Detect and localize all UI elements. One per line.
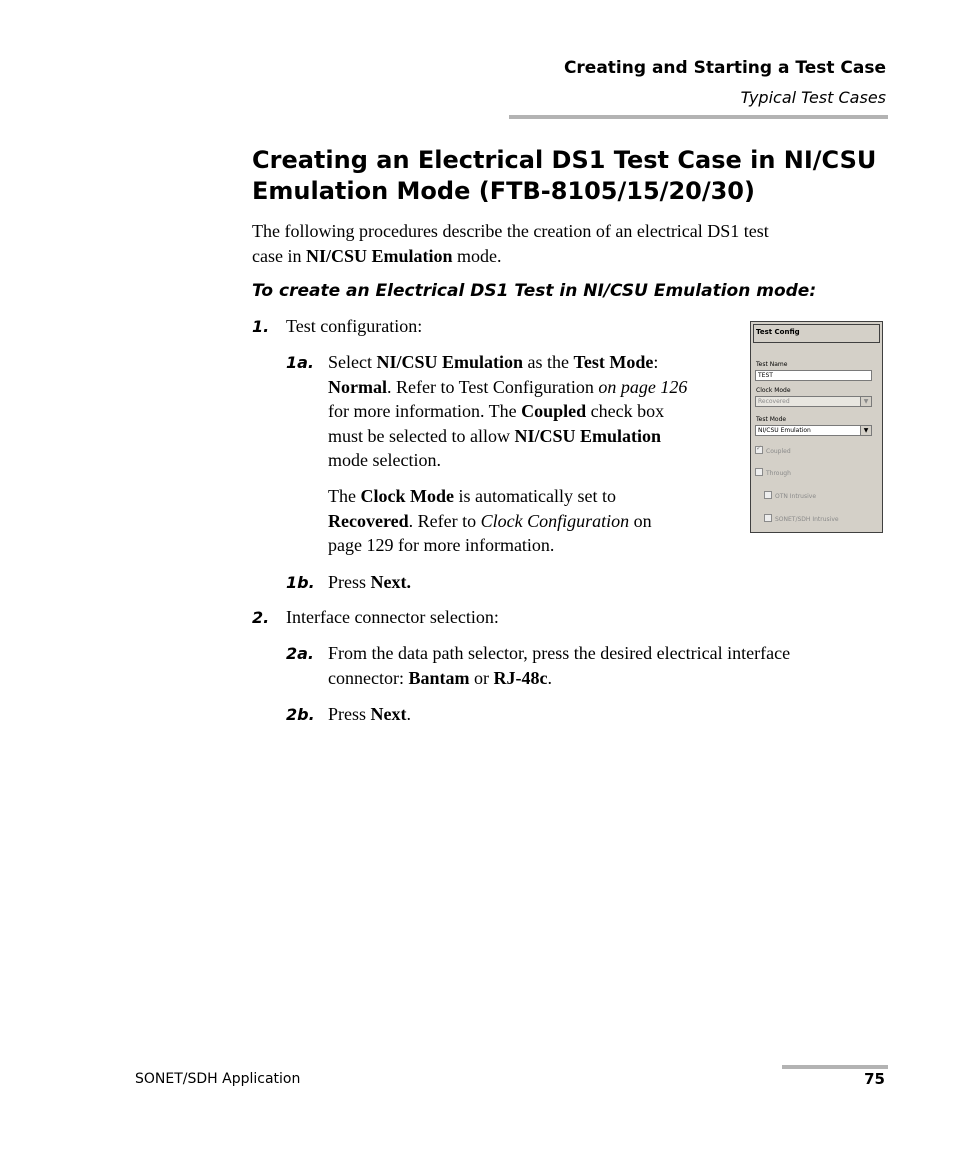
checkbox-icon	[764, 514, 772, 522]
coupled-checkbox[interactable]: ✓Coupled	[755, 446, 791, 455]
step-2a-text	[328, 641, 888, 690]
step-1a-line2: Normal. Refer to Test Configuration on page 126	[328, 376, 688, 397]
step-2b-text: Press Next.	[328, 704, 411, 724]
step-2a-line1: From the data path selector, press the desired electrical interface	[328, 643, 791, 663]
step-1a-line5: mode selection.	[328, 450, 441, 470]
step-1a-p2-line3: page 129 for more information.	[328, 535, 555, 555]
procedure-title: To create an Electrical DS1 Test in NI/CSU Emulation mode:	[252, 281, 817, 301]
intro-line1: The following procedures describe the creation of an electrical DS1 test	[252, 221, 769, 241]
section-title	[252, 145, 882, 207]
step-1a-p2-line2: Recovered. Refer to Clock Configuration on	[328, 510, 652, 531]
step-1b-number: 1b.	[286, 573, 315, 592]
step-1a-line3: for more information. The Coupled check box	[328, 401, 665, 421]
checkbox-checked-icon	[755, 446, 763, 454]
panel-title: Test Config	[756, 328, 800, 336]
step-1a-line4: must be selected to allow NI/CSU Emulation	[328, 425, 661, 446]
step-1-number: 1.	[252, 317, 270, 336]
through-checkbox[interactable]: Through	[755, 468, 791, 477]
intro-line2: case in NI/CSU Emulation mode.	[252, 245, 502, 266]
panel-title-bar	[753, 324, 880, 343]
header-rule	[509, 115, 888, 119]
step-2a-line2: connector: Bantam or RJ-48c.	[328, 667, 552, 688]
step-1a-p2-line1: The Clock Mode is automatically set to	[328, 486, 616, 506]
step-1b-text: Press Next.	[328, 572, 411, 592]
sonet-sdh-intrusive-checkbox[interactable]: SONET/SDH Intrusive	[764, 514, 839, 523]
section-title-line1: Creating an Electrical DS1 Test Case in NI/CSU	[252, 146, 877, 174]
step-1a-paragraph2	[328, 484, 738, 558]
step-1a-number: 1a.	[286, 353, 315, 372]
test-mode-label: Test Mode	[756, 416, 787, 423]
test-name-input[interactable]: TEST	[755, 370, 872, 381]
step-2a-number: 2a.	[286, 644, 315, 663]
clock-mode-select[interactable]	[755, 396, 872, 407]
step-2-text: Interface connector selection:	[286, 607, 499, 627]
clock-mode-label: Clock Mode	[756, 387, 791, 394]
step-1a-paragraph1	[328, 350, 738, 473]
page-number: 75	[864, 1070, 885, 1088]
running-header-title: Creating and Starting a Test Case	[563, 58, 886, 78]
test-mode-value: NI/CSU Emulation	[758, 427, 811, 434]
chevron-down-icon: ▼	[860, 426, 871, 435]
step-1-text: Test configuration:	[286, 316, 423, 336]
running-header-subtitle: Typical Test Cases	[740, 88, 886, 107]
checkbox-icon	[764, 491, 772, 499]
section-title-line2: Emulation Mode (FTB-8105/15/20/30)	[252, 177, 755, 205]
otn-intrusive-checkbox[interactable]: OTN Intrusive	[764, 491, 816, 500]
test-config-panel-screenshot	[750, 321, 883, 533]
intro-paragraph	[252, 219, 882, 268]
step-1a-line1: Select NI/CSU Emulation as the Test Mode:	[328, 352, 659, 372]
test-mode-select[interactable]	[755, 425, 872, 436]
footer-rule	[782, 1065, 888, 1069]
test-name-label: Test Name	[756, 361, 788, 368]
footer-manual-name: SONET/SDH Application	[135, 1071, 301, 1087]
step-2-number: 2.	[252, 608, 270, 627]
clock-mode-value: Recovered	[758, 398, 790, 405]
chevron-down-icon: ▼	[860, 397, 871, 406]
step-2b-number: 2b.	[286, 705, 315, 724]
checkbox-icon	[755, 468, 763, 476]
